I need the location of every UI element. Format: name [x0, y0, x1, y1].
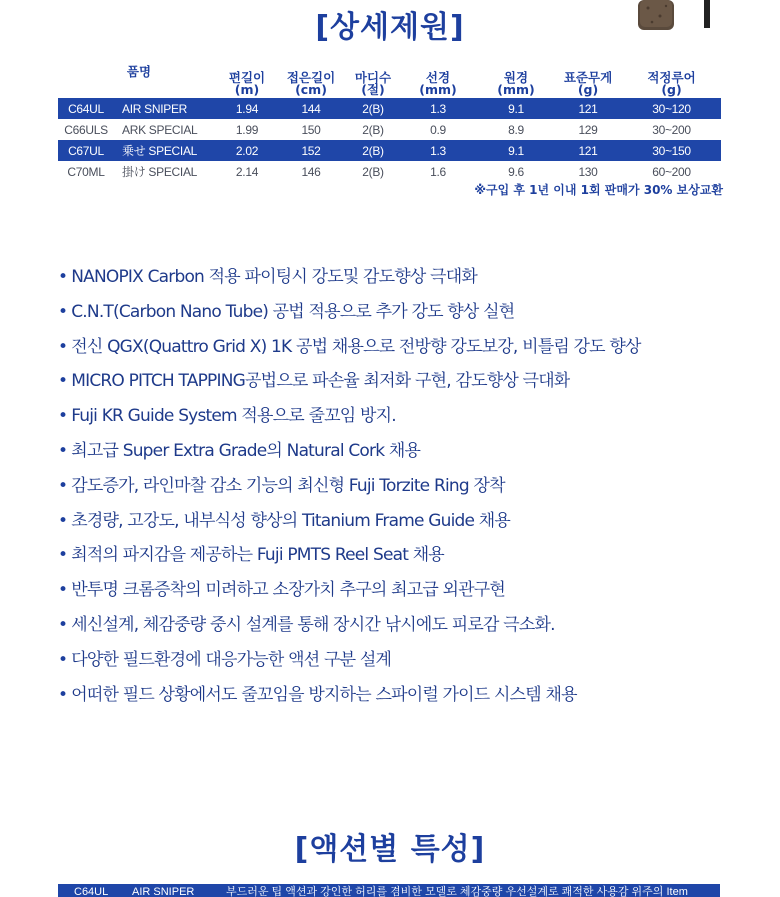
cell-length: 1.94	[220, 98, 274, 119]
action-code: C64UL	[74, 886, 109, 897]
table-row	[58, 140, 721, 161]
cell-lure: 30~200	[652, 122, 691, 137]
table-row	[58, 119, 721, 140]
cell-weight: 129	[578, 122, 598, 137]
cell-tip: 1.6	[430, 164, 446, 179]
header-closed-length: 접은길이 (cm)	[286, 70, 336, 97]
cell-closed: 152	[274, 140, 348, 161]
list-item: • 최고급 Super Extra Grade의 Natural Cork 채용	[58, 440, 421, 461]
list-item: • Fuji KR Guide System 적용으로 줄꼬임 방지.	[58, 406, 396, 427]
cell-weight: 121	[554, 140, 622, 161]
action-series: AIR SNIPER	[132, 886, 195, 897]
spec-header-row	[58, 64, 721, 98]
warranty-note: ※구입 후 1년 이내 1회 판매가 30% 보상교환	[474, 183, 723, 197]
bullet-icon: •	[58, 649, 68, 670]
cell-weight: 121	[554, 98, 622, 119]
cell-lure: 30~120	[622, 98, 721, 119]
bullet-icon: •	[58, 580, 68, 601]
header-model: 품명	[126, 64, 152, 79]
cell-pieces: 2(B)	[362, 164, 384, 179]
spec-table	[58, 64, 721, 182]
header-lure: 적정루어 (g)	[647, 70, 696, 97]
action-description: 부드러운 팁 액션과 강인한 허리를 겸비한 모델로 체감중량 우선설계로 쾌적한 사용감 위주의 Item	[226, 886, 688, 897]
list-item: • 다양한 필드환경에 대응가능한 액션 구분 설계	[58, 649, 392, 670]
list-item: • 반투명 크롬증착의 미려하고 소장가치 추구의 최고급 외관구현	[58, 580, 506, 601]
bullet-icon: •	[58, 614, 68, 635]
bullet-icon: •	[58, 267, 68, 287]
header-length: 편길이 (m)	[228, 70, 266, 97]
cell-pieces: 2(B)	[348, 140, 398, 161]
cell-closed: 144	[274, 98, 348, 119]
cell-tip: 1.3	[398, 140, 478, 161]
cell-series: AIR SNIPER	[114, 98, 220, 119]
feature-list	[58, 260, 641, 712]
cell-tip: 0.9	[430, 122, 446, 137]
list-item: • 어떠한 필드 상황에서도 줄꼬임을 방지하는 스파이럴 가이드 시스템 채용	[58, 684, 577, 705]
cell-butt: 9.1	[478, 98, 554, 119]
cell-pieces: 2(B)	[348, 98, 398, 119]
header-tip: 선경 (mm)	[419, 70, 457, 97]
bullet-icon: •	[58, 475, 68, 496]
bullet-icon: •	[58, 406, 68, 427]
header-butt: 원경 (mm)	[497, 70, 535, 97]
list-item: • MICRO PITCH TAPPING공법으로 파손율 최저화 구현, 감도향상 극대화	[58, 371, 570, 392]
cell-closed: 146	[301, 164, 321, 179]
cell-code: C66ULS	[64, 122, 108, 137]
header-weight: 표준무게 (g)	[563, 70, 613, 97]
bullet-icon: •	[58, 510, 68, 531]
cell-code: C64UL	[58, 98, 114, 119]
list-item: • 세신설계, 체감중량 중시 설계를 통해 장시간 낚시에도 피로감 극소화.	[58, 614, 555, 635]
list-item: • 최적의 파지감을 제공하는 Fuji PMTS Reel Seat 채용	[58, 545, 444, 566]
action-row	[58, 884, 720, 897]
list-item: • 초경량, 고강도, 내부식성 향상의 Titanium Frame Guide 채용	[58, 510, 510, 531]
cell-lure: 60~200	[652, 164, 691, 179]
bullet-icon: •	[58, 440, 68, 461]
cell-length: 2.02	[220, 140, 274, 161]
bullet-icon: •	[58, 371, 68, 392]
action-section-title: [액션별 특성]	[294, 832, 486, 867]
cell-length: 1.99	[235, 122, 259, 137]
cell-butt: 9.1	[478, 140, 554, 161]
cell-closed: 150	[301, 122, 321, 137]
bullet-icon: •	[58, 301, 68, 322]
bullet-icon: •	[58, 545, 68, 566]
cell-length: 2.14	[235, 164, 259, 179]
list-item: • C.N.T(Carbon Nano Tube) 공법 적용으로 추가 강도 향상 실현	[58, 301, 515, 322]
cell-code: C67UL	[58, 140, 114, 161]
table-row	[58, 161, 721, 182]
spec-section-title: [상세제원]	[315, 10, 465, 45]
bullet-icon: •	[58, 336, 68, 357]
cell-butt: 8.9	[508, 122, 524, 137]
list-item: • 전신 QGX(Quattro Grid X) 1K 공법 채용으로 전방향 강도보강, 비틀림 강도 향상	[58, 336, 641, 357]
list-item: • NANOPIX Carbon 적용 파이팅시 강도및 감도향상 극대화	[58, 267, 478, 287]
cell-pieces: 2(B)	[362, 122, 384, 137]
rod-handle-image	[636, 0, 726, 34]
cell-weight: 130	[578, 164, 598, 179]
cell-series: ARK SPECIAL	[122, 122, 198, 137]
list-item: • 감도증가, 라인마찰 감소 기능의 최신형 Fuji Torzite Ring 장착	[58, 475, 505, 496]
cell-series: 乗せ SPECIAL	[114, 140, 220, 161]
table-row	[58, 98, 721, 119]
cell-lure: 30~150	[622, 140, 721, 161]
cell-series: 掛け SPECIAL	[122, 165, 198, 179]
cell-butt: 9.6	[508, 164, 524, 179]
bullet-icon: •	[58, 684, 68, 705]
cell-code: C70ML	[67, 164, 105, 179]
header-pieces: 마디수 (절)	[354, 70, 392, 97]
cell-tip: 1.3	[398, 98, 478, 119]
